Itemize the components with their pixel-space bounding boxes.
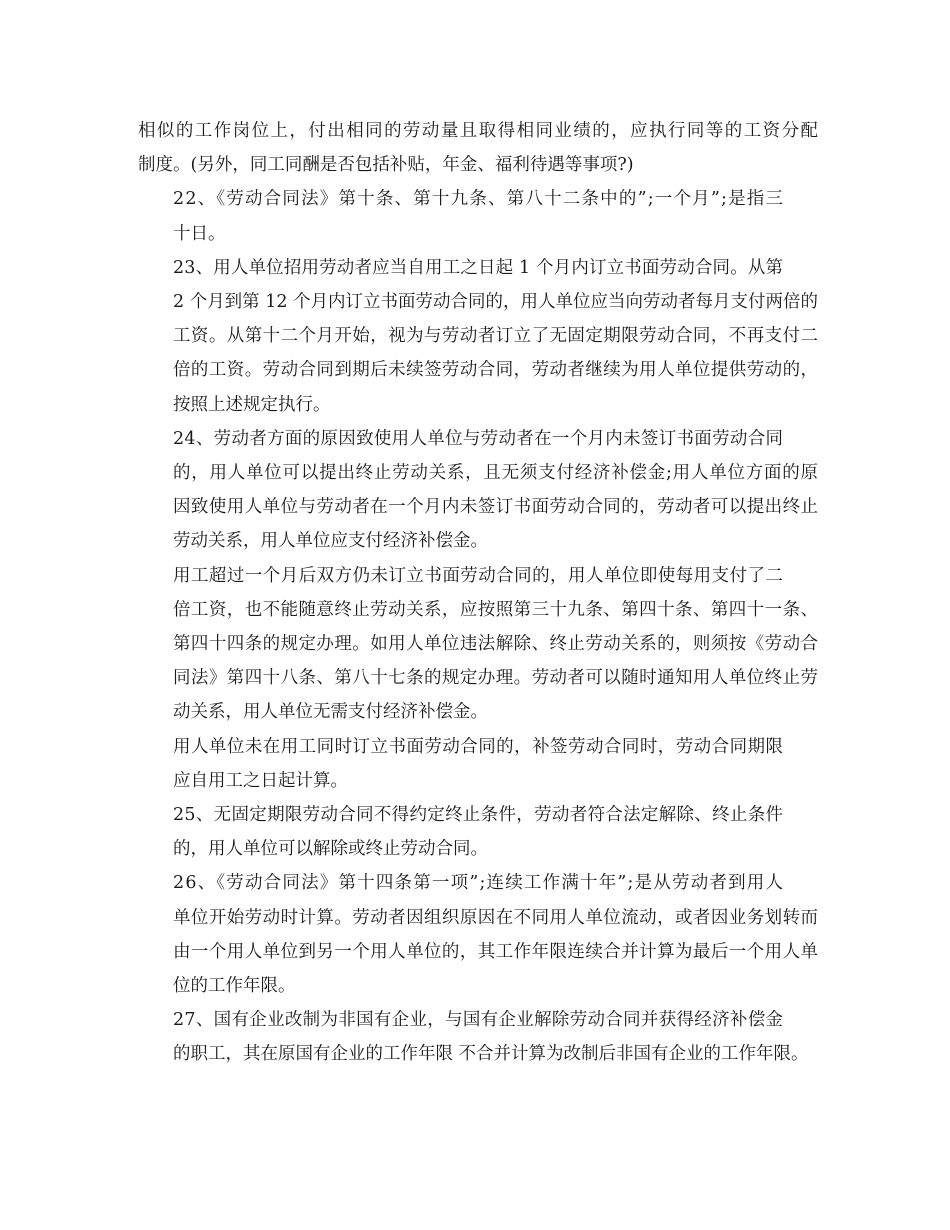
text-line: 的职工，其在原国有企业的工作年限 不合并计算为改制后非国有企业的工作年限。 <box>173 1044 809 1065</box>
text-line: 应自用工之日起计算。 <box>173 770 348 791</box>
text-line: 27、国有企业改制为非国有企业，与国有企业解除劳动合同并获得经济补偿金 <box>173 1010 784 1031</box>
text-line: 用人单位未在用工同时订立书面劳动合同的，补签劳动合同时，劳动合同期限 <box>173 736 784 757</box>
text-line: 25、无固定期限劳动合同不得约定终止条件，劳动者符合法定解除、终止条件 <box>173 805 784 826</box>
text-line: 26、《劳动合同法》第十四条第一项”;连续工作满十年”;是从劳动者到用人 <box>173 873 785 894</box>
text-line: 工资。从第十二个月开始，视为与劳动者订立了无固定期限劳动合同，不再支付二 <box>173 326 819 347</box>
text-line: 相似的工作岗位上，付出相同的劳动量且取得相同业绩的，应执行同等的工资分配 <box>138 121 820 141</box>
text-line: 第四十四条的规定办理。如用人单位违法解除、终止劳动关系的，则须按《劳动合 <box>173 634 819 655</box>
text-line: 的，用人单位可以解除或终止劳动合同。 <box>173 839 488 860</box>
text-line: 位的工作年限。 <box>173 976 296 997</box>
text-line: 按照上述规定执行。 <box>173 394 331 415</box>
text-line: 用工超过一个月后双方仍未订立书面劳动合同的，用人单位即使每用支付了二 <box>173 565 784 586</box>
text-line: 的，用人单位可以提出终止劳动关系，且无须支付经济补偿金;用人单位方面的原 <box>173 463 819 484</box>
paragraph <box>138 251 818 422</box>
paragraph <box>138 559 818 730</box>
text-line: 22、《劳动合同法》第十条、第十九条、第八十二条中的”;一个月”;是指三 <box>173 189 785 210</box>
text-line: 动关系，用人单位无需支付经济补偿金。 <box>173 702 488 723</box>
paragraph <box>138 798 818 866</box>
text-line: 24、劳动者方面的原因致使用人单位与劳动者在一个月内未签订书面劳动合同 <box>173 428 784 449</box>
paragraph <box>138 422 818 559</box>
paragraph <box>138 182 818 250</box>
text-line: 劳动关系，用人单位应支付经济补偿金。 <box>173 531 488 552</box>
text-line: 由一个用人单位到另一个用人单位的，其工作年限连续合并计算为最后一个用人单 <box>173 941 819 962</box>
document-body <box>138 114 818 1072</box>
text-line: 倍工资，也不能随意终止劳动关系，应按照第三十九条、第四十条、第四十一条、 <box>173 599 819 620</box>
paragraph <box>138 114 818 182</box>
paragraph <box>138 730 818 798</box>
text-line: 因致使用人单位与劳动者在一个月内未签订书面劳动合同的，劳动者可以提出终止 <box>173 497 819 518</box>
text-line: 制度。(另外，同工同酬是否包括补贴，年金、福利待遇等事项?) <box>138 155 634 176</box>
text-line: 十日。 <box>173 223 226 244</box>
paragraph <box>138 866 818 1003</box>
text-line: 同法》第四十八条、第八十七条的规定办理。劳动者可以随时通知用人单位终止劳 <box>173 668 819 689</box>
text-line: 2 个月到第 12 个月内订立书面劳动合同的，用人单位应当向劳动者每月支付两倍的 <box>173 292 818 313</box>
text-line: 单位开始劳动时计算。劳动者因组织原因在不同用人单位流动，或者因业务划转而 <box>173 907 819 928</box>
text-line: 倍的工资。劳动合同到期后未续签劳动合同，劳动者继续为用人单位提供劳动的， <box>173 360 819 381</box>
text-line: 23、用人单位招用劳动者应当自用工之日起 1 个月内订立书面劳动合同。从第 <box>173 257 784 278</box>
paragraph <box>138 1003 818 1071</box>
